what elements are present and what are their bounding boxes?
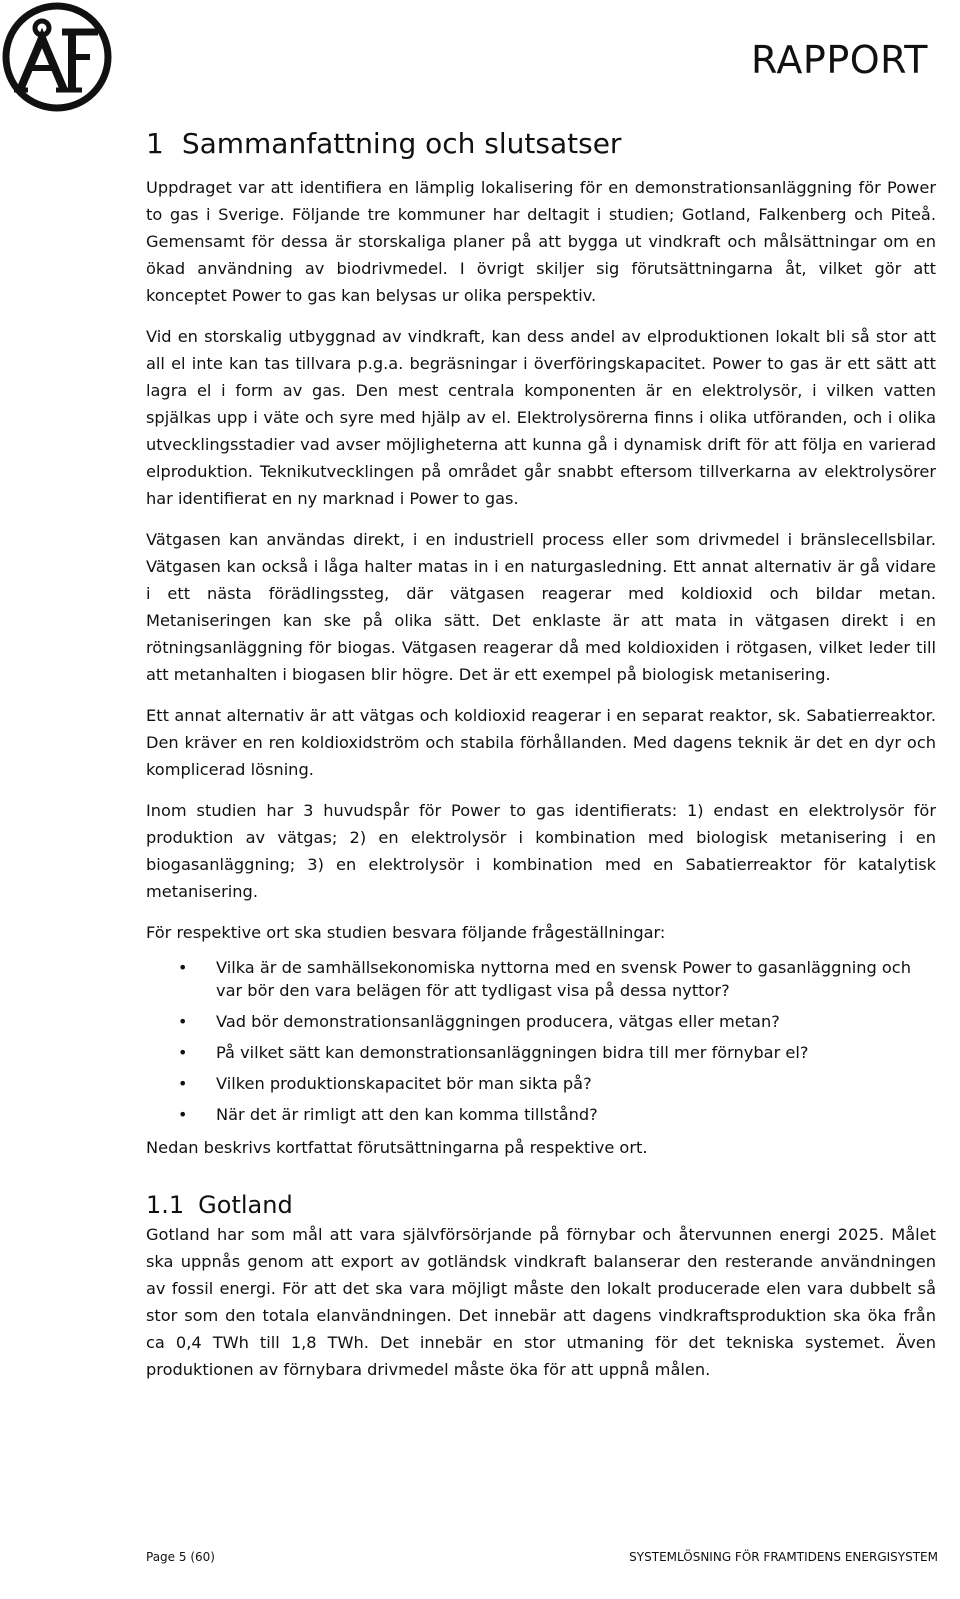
paragraph: Uppdraget var att identifiera en lämplig lokalisering för en demonstrationsanläggning för Power to gas i Sverige. Följande tre kommuner har deltagit i studien; Gotland, Falkenberg och Piteå. Gemensamt för dessa är storskaliga planer på att bygga ut vindkraft och målsättningar om en ökad användning av biodrivmedel. I övrigt skiljer sig förutsättningarna åt, vilket gör att konceptet Power to gas kan belysas ur olika perspektiv. (146, 178, 936, 305)
section-heading (146, 124, 936, 164)
paragraph: Vätgasen kan användas direkt, i en industriell process eller som drivmedel i bränslecellsbilar. Vätgasen kan också i låga halter matas in i en naturgasledning. Ett annat alternativ är gå vidare i ett nästa förädlingssteg, där vätgasen reagerar med koldioxid och bildar metan. Metaniseringen kan ske på olika sätt. Det enklaste är att mata in vätgasen direkt i en rötningsanläggning för biogas. Vätgasen reagerar då med koldioxiden i rötgasen, vilket leder till att metanhalten i biogasen blir högre. Det är ett exempel på biologisk metanisering. (146, 530, 936, 684)
paragraph: Ett annat alternativ är att vätgas och koldioxid reagerar i en separat reaktor, sk. Sabatierreaktor. Den kräver en ren koldioxidström och stabila förhållanden. Med dagens teknik är det en dyr och komplicerad lösning. (146, 706, 936, 779)
report-label: RAPPORT (751, 38, 928, 82)
paragraph: Inom studien har 3 huvudspår för Power to gas identifierats: 1) endast en elektrolysör för produktion av vätgas; 2) en elektrolysör i kombination med biologisk metanisering i en biogasanläggning; 3) en elektrolysör i kombination med en Sabatierreaktor för katalytisk metanisering. (146, 801, 936, 901)
page-content (146, 124, 936, 1383)
list-item: • När det är rimligt att den kan komma tillstånd? (146, 1103, 936, 1126)
section-number: 1 (146, 127, 164, 160)
subsection-title: Gotland (198, 1191, 293, 1219)
paragraph: Vid en storskalig utbyggnad av vindkraft, kan dess andel av elproduktionen lokalt bli så stor att all el inte kan tas tillvara p.g.a. begräsningar i överföringskapacitet. Power to gas är ett sätt att lagra el i form av gas. Den mest centrala komponenten är en elektrolysör, i vilken vatten spjälkas upp i väte och syre med hjälp av el. Elektrolysörerna finns i olika utföranden, och i olika utvecklingsstadier vad avser möjligheterna att kunna gå i dynamisk drift för att följa en varierad elproduktion. Teknikutvecklingen på området går snabbt eftersom tillverkarna av elektrolysörer har identifierat en ny marknad i Power to gas. (146, 327, 936, 508)
list-item: • Vilken produktionskapacitet bör man sikta på? (146, 1072, 936, 1095)
subsection-heading (146, 1189, 936, 1221)
subsection-number: 1.1 (146, 1191, 185, 1219)
list-item: • Vilka är de samhällsekonomiska nyttorna med en svensk Power to gasanläggning och var bör den vara belägen för att tydligast visa på dessa nyttor? (146, 956, 936, 1002)
paragraph: Nedan beskrivs kortfattat förutsättningarna på respektive ort. (146, 1138, 648, 1157)
list-item: • Vad bör demonstrationsanläggningen producera, vätgas eller metan? (146, 1010, 936, 1033)
footer-title: SYSTEMLÖSNING FÖR FRAMTIDENS ENERGISYSTEM (629, 1550, 938, 1564)
company-logo (2, 2, 112, 112)
questions-list (146, 956, 936, 1126)
paragraph: För respektive ort ska studien besvara följande frågeställningar: (146, 923, 666, 942)
page-number: Page 5 (60) (146, 1550, 215, 1564)
paragraph: Gotland har som mål att vara självförsörjande på förnybar och återvunnen energi 2025. Målet ska uppnås genom att export av gotländsk vindkraft balanserar den resterande användningen av fossil energi. För att det ska vara möjligt måste den lokalt producerade elen vara dubbelt så stor som den totala elanvändningen. Det innebär att dagens vindkraftsproduktion ska öka från ca 0,4 TWh till 1,8 TWh. Det innebär en stor utmaning för det tekniska systemet. Även produktionen av förnybara drivmedel måste öka för att uppnå målen. (146, 1225, 936, 1379)
list-item: • På vilket sätt kan demonstrationsanläggningen bidra till mer förnybar el? (146, 1041, 936, 1064)
section-title: Sammanfattning och slutsatser (181, 127, 622, 160)
